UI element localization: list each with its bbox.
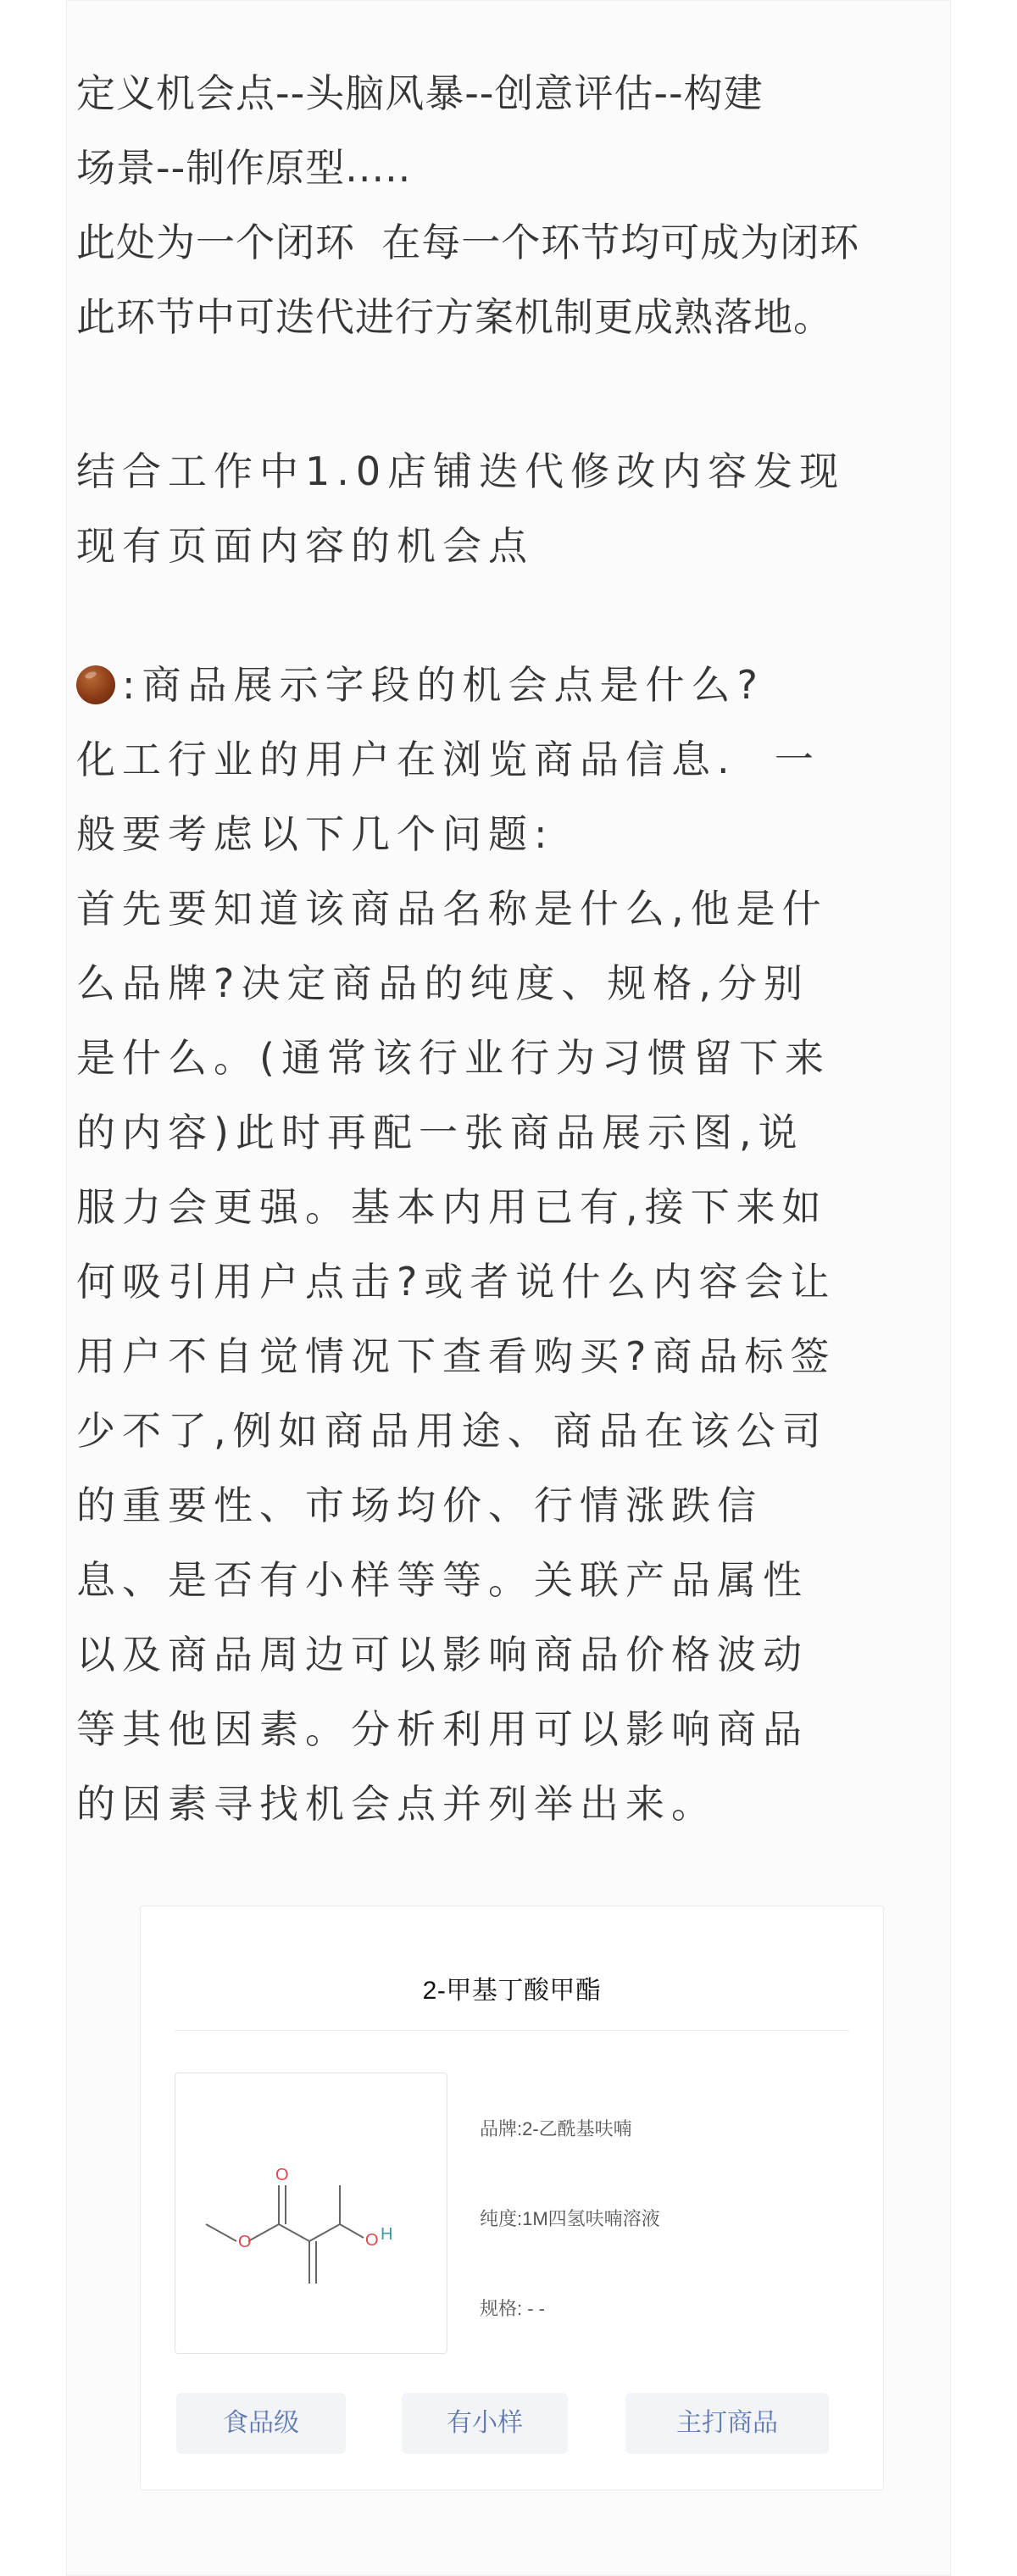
oxygen-atom: O: [275, 2166, 289, 2184]
paragraph-line: 场景--制作原型.....: [76, 145, 412, 191]
paragraph-line: 等其他因素。分析利用可以影响商品: [76, 1706, 809, 1752]
product-spec: 规格: - -: [480, 2298, 545, 2319]
paragraph-line: 用户不自觉情况下查看购买?商品标签: [76, 1333, 836, 1379]
molecule-structure-image: [175, 2072, 447, 2354]
product-purity: 纯度:1M四氢呋喃溶液: [480, 2208, 660, 2229]
paragraph-line: 的因素寻找机会点并列举出来。: [76, 1781, 717, 1827]
paragraph-line: 的重要性、市场均价、行情涨跌信: [76, 1483, 763, 1528]
paragraph-line: 结合工作中1.0店铺迭代修改内容发现: [76, 448, 846, 494]
paragraph-line: 服力会更强。基本内用已有,接下来如: [76, 1184, 828, 1230]
product-brand: 品牌:2-乙酰基呋喃: [480, 2118, 632, 2139]
question-line: [76, 648, 941, 722]
paragraph-line: 何吸引用户点击?或者说什么内容会让: [76, 1259, 836, 1305]
paragraph-line: 么品牌?决定商品的纯度、规格,分别: [76, 960, 810, 1006]
oxygen-atom: O: [365, 2231, 379, 2250]
question-text: :商品展示字段的机会点是什么?: [122, 662, 764, 708]
tag-main-product[interactable]: 主打商品: [625, 2393, 829, 2454]
article-content: [76, 56, 941, 1841]
molecule-svg: [175, 2073, 447, 2353]
paragraph-line: 现有页面内容的机会点: [76, 523, 534, 569]
paragraph-line: 少不了,例如商品用途、商品在该公司: [76, 1408, 828, 1454]
paragraph-line: 般要考虑以下几个问题:: [76, 811, 554, 857]
paragraph-line: 此处为一个闭环 在每一个环节均可成为闭环: [76, 220, 860, 265]
bond: [309, 2224, 340, 2241]
paragraph-line: 的内容)此时再配一张商品展示图,说: [76, 1110, 804, 1155]
paragraph-line: 定义机会点--头脑风暴--创意评估--构建: [76, 70, 764, 116]
bond: [206, 2224, 236, 2241]
oxygen-atom: O: [238, 2233, 252, 2251]
paragraph-line: 息、是否有小样等等。关联产品属性: [76, 1557, 809, 1603]
card-divider: [175, 2030, 849, 2031]
bond: [248, 2224, 279, 2241]
paragraph-line: 此环节中可迭代进行方案机制更成熟落地。: [76, 294, 833, 340]
product-card[interactable]: [140, 1906, 884, 2490]
bond: [340, 2224, 364, 2238]
bond: [279, 2224, 309, 2241]
paragraph-line: 以及商品周边可以影响商品价格波动: [76, 1632, 809, 1677]
product-title: 2-甲基丁酸甲酯: [422, 1977, 602, 2005]
tag-sample-available[interactable]: 有小样: [402, 2393, 568, 2454]
hydrogen-atom: H: [381, 2225, 393, 2244]
paragraph-line: 首先要知道该商品名称是什么,他是什: [76, 886, 828, 932]
tag-food-grade[interactable]: 食品级: [176, 2393, 346, 2454]
paragraph-line: 化工行业的用户在浏览商品信息. 一: [76, 737, 820, 782]
chestnut-icon: [76, 665, 115, 704]
paragraph-line: 是什么。(通常该行业行为习惯留下来: [76, 1035, 831, 1081]
